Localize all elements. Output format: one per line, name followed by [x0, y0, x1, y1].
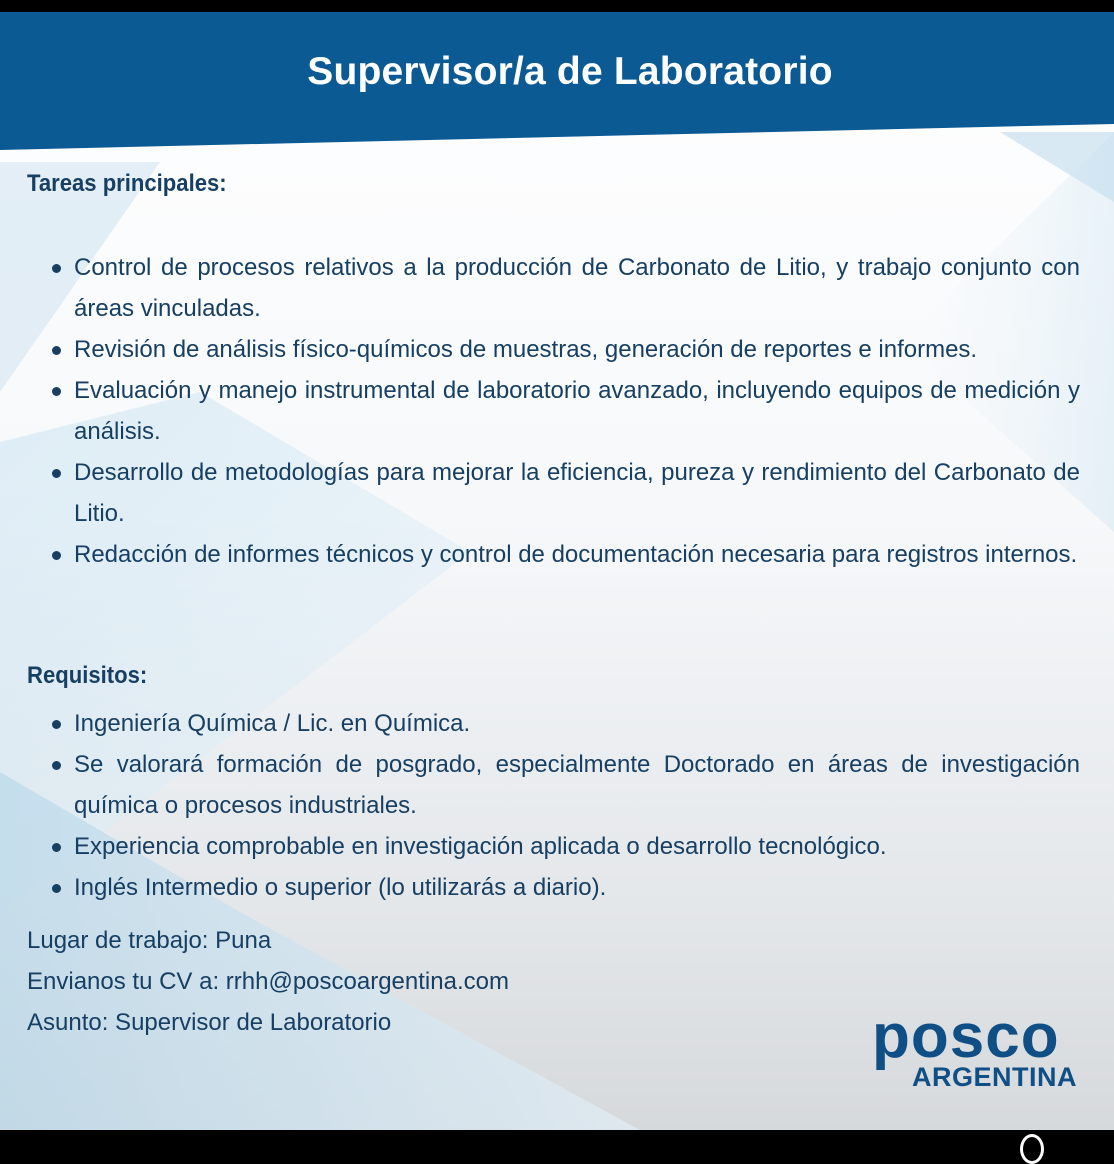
requisitos-heading: Requisitos: — [27, 662, 148, 689]
list-item — [0, 452, 1114, 534]
corner-overlay-icon — [1020, 1134, 1044, 1164]
list-item — [0, 744, 1114, 826]
bullet-icon — [52, 720, 61, 729]
logo-subtitle: ARGENTINA — [912, 1062, 1077, 1092]
list-item-text: Se valorará formación de posgrado, especialmente Doctorado en áreas de investigación química o procesos industriales. — [74, 751, 1080, 819]
bullet-icon — [52, 346, 61, 355]
page-title: Supervisor/a de Laboratorio — [307, 50, 833, 93]
contact-info — [27, 920, 509, 1043]
list-item — [0, 826, 1114, 867]
requisitos-list — [0, 703, 1114, 908]
list-item-text: Ingeniería Química / Lic. en Química. — [74, 710, 471, 737]
list-item — [0, 534, 1114, 575]
list-item-text: Desarrollo de metodologías para mejorar la eficiencia, pureza y rendimiento del Carbonato de Litio. — [74, 459, 1080, 527]
job-poster — [0, 12, 1114, 1130]
email-subject: Asunto: Supervisor de Laboratorio — [27, 1009, 392, 1036]
list-item — [0, 867, 1114, 908]
list-item-text: Revisión de análisis físico-químicos de muestras, generación de reportes e informes. — [74, 336, 978, 363]
bullet-icon — [52, 884, 61, 893]
cv-email: Envianos tu CV a: rrhh@poscoargentina.com — [27, 968, 509, 995]
list-item — [0, 370, 1114, 452]
bullet-icon — [52, 387, 61, 396]
posco-logo — [860, 1002, 1100, 1112]
bullet-icon — [52, 469, 61, 478]
list-item — [0, 703, 1114, 744]
bullet-icon — [52, 843, 61, 852]
bottom-bar — [0, 1130, 1114, 1151]
list-item-text: Evaluación y manejo instrumental de laboratorio avanzado, incluyendo equipos de medición y análisis. — [74, 377, 1080, 445]
bullet-icon — [52, 264, 61, 273]
work-location: Lugar de trabajo: Puna — [27, 927, 272, 954]
tareas-list — [0, 247, 1114, 575]
bullet-icon — [52, 551, 61, 560]
list-item-text: Redacción de informes técnicos y control de documentación necesaria para registros internos. — [74, 541, 1078, 568]
list-item-text: Experiencia comprobable en investigación aplicada o desarrollo tecnológico. — [74, 833, 887, 860]
list-item — [0, 247, 1114, 329]
logo-wordmark: posco — [872, 1002, 1060, 1071]
bullet-icon — [52, 761, 61, 770]
list-item-text: Control de procesos relativos a la producción de Carbonato de Litio, y trabajo conjunto con áreas vinculadas. — [74, 254, 1080, 322]
list-item — [0, 329, 1114, 370]
tareas-heading: Tareas principales: — [27, 170, 227, 197]
poster-content — [0, 12, 1114, 1130]
list-item-text: Inglés Intermedio o superior (lo utilizarás a diario). — [74, 874, 607, 901]
